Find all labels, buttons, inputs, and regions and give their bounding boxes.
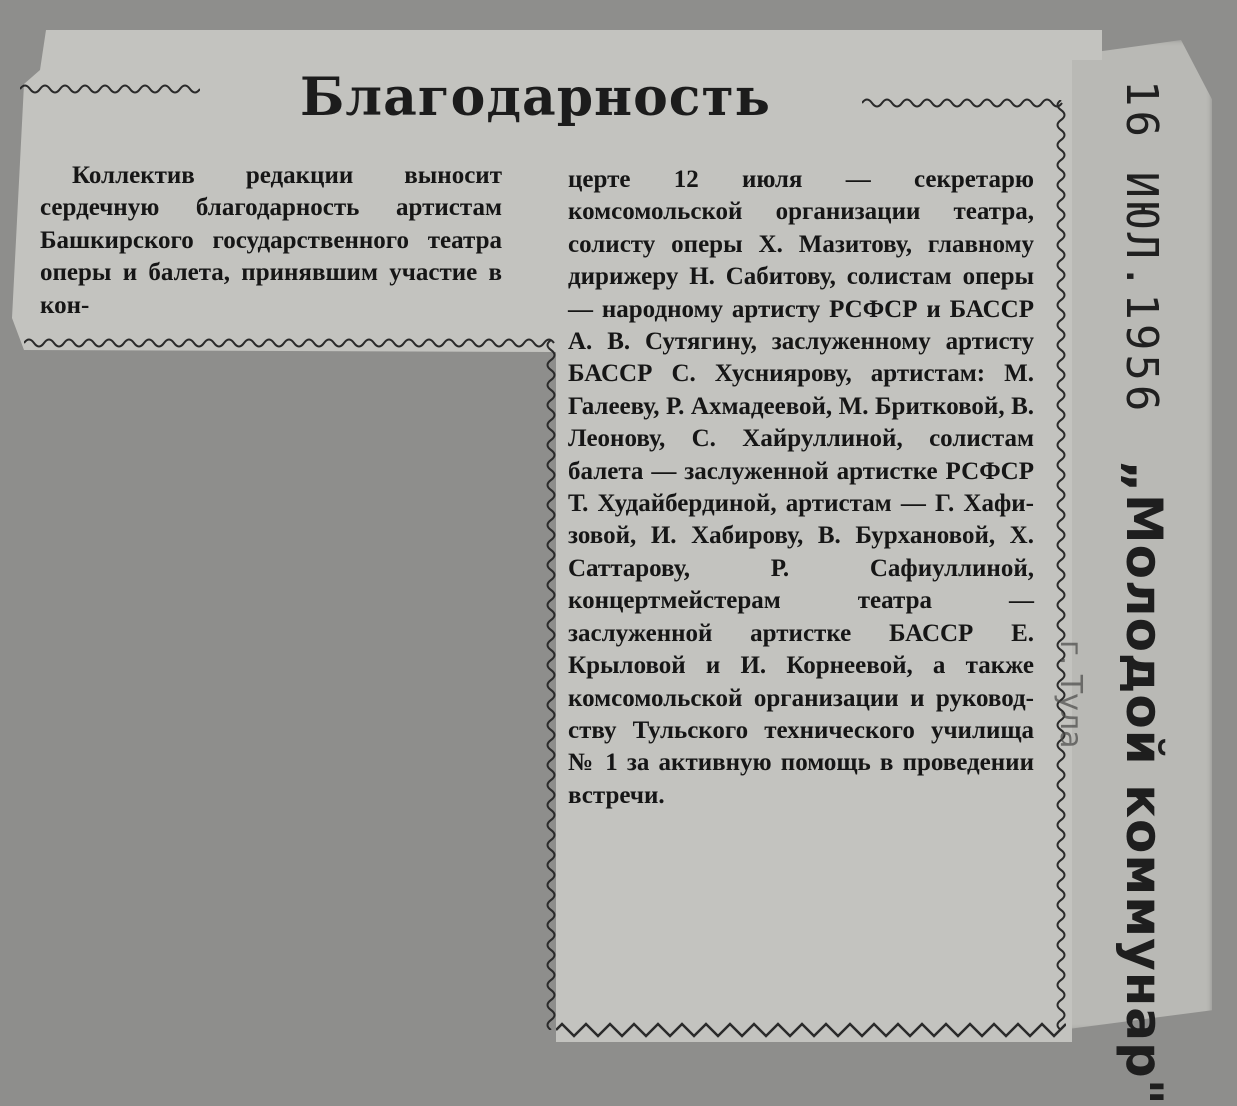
top-wavy-rule-right: [862, 96, 1066, 110]
article-column-1: Коллектив редакции выносит сердечную благодарность артистам Башкирского государственного театра оперы и балета, принявшим участие в кон-: [40, 162, 502, 319]
right-wavy-rule: [1054, 100, 1068, 1030]
newspaper-name: „Молодой коммунар": [1115, 460, 1173, 1106]
bottom-wavy-rule: [556, 1022, 1066, 1038]
top-wavy-rule-left: [20, 82, 200, 96]
article-title: Благодарность: [300, 67, 771, 128]
date-stamp: 16 ИЮЛ.1956: [1116, 80, 1167, 416]
left-wavy-rule: [544, 340, 558, 1030]
mid-wavy-rule: [24, 336, 556, 350]
article-column-2: церте 12 июля — секретарю комсомольской организации театра, солисту оперы Х. Мазитову, главному дирижеру Н. Сабитову, солистам оперы — народному артисту РСФСР и БАССР А. В. Сутягину, заслуженному артисту БАССР С. Хусниярову, артистам: М. Галееву, Р. Ахмадеевой, М. Бритковой, В. Леонову, С. Хайруллиной, солистам балета — заслуженной артистке РСФСР Т. Худайбердиной, артистам — Г. Хафизовой, И. Хабирову, В. Бурхановой, Х. Саттарову, Р. Сафиуллиной, концертмейстерам театра — заслуженной артистке БАССР Е. Крыловой и И. Корнеевой, а также комсомольской организации и руководству Тульского технического училища № 1 за активную помощь в проведении встречи.: [568, 166, 1034, 809]
city-stamp: г. Тула: [1053, 640, 1088, 749]
